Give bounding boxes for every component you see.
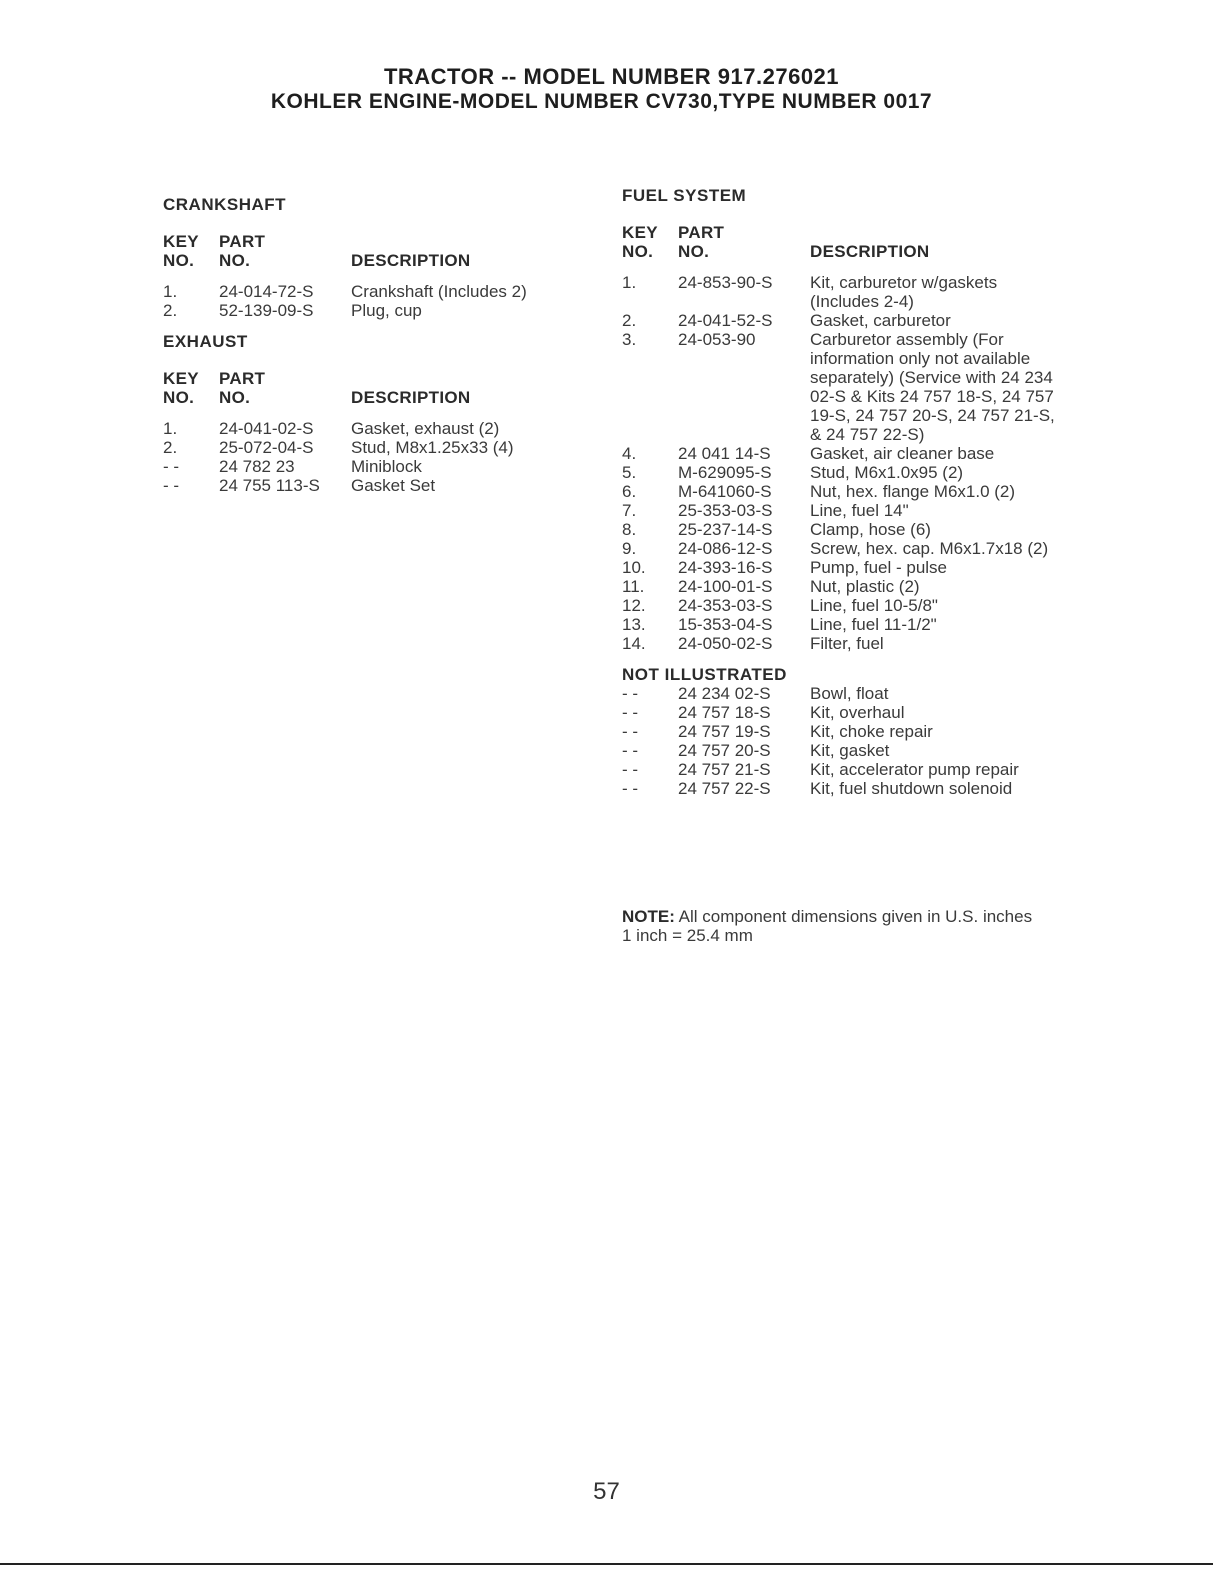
part-description: Miniblock: [351, 457, 422, 476]
key-label: KEY: [622, 223, 658, 242]
part-number: 24 757 21-S: [678, 760, 771, 779]
table-row: [622, 684, 1062, 703]
key-label: KEY: [163, 369, 199, 388]
table-row: [622, 444, 1062, 463]
key-label: KEY: [163, 232, 199, 251]
not-illustrated-section-title: NOT ILLUSTRATED: [622, 665, 787, 684]
part-description: Filter, fuel: [810, 634, 884, 653]
part-description: Kit, fuel shutdown solenoid: [810, 779, 1013, 798]
part-description: Crankshaft (Includes 2): [351, 282, 527, 301]
part-label: PART: [219, 369, 266, 388]
note-text: All component dimensions given in U.S. inches 1 inch = 25.4 mm: [622, 907, 1033, 945]
part-number: 15-353-04-S: [678, 615, 773, 634]
part-description: Plug, cup: [351, 301, 422, 320]
key-number: 8.: [622, 520, 637, 539]
part-description: Carburetor assembly (For information only not available separately) (Service with 24 234 02-S & Kits 24 757 18-S, 24 757 19-S, 24 757 20-S, 24 757 21-S, & 24 757 22-S): [810, 330, 1055, 444]
table-row: [622, 482, 1062, 501]
part-number: 24-041-52-S: [678, 311, 773, 330]
key-number: 1.: [622, 273, 637, 292]
table-row: [622, 722, 1062, 741]
key-number: 1.: [163, 419, 178, 438]
part-number: M-629095-S: [678, 463, 772, 482]
table-row: [163, 419, 583, 438]
exhaust-parts-list: [163, 419, 583, 495]
part-number: 25-353-03-S: [678, 501, 773, 520]
not-illustrated-parts-list: [622, 684, 1062, 798]
part-description: Gasket, air cleaner base: [810, 444, 995, 463]
key-number: 1.: [163, 282, 178, 301]
table-row: [622, 330, 1062, 444]
key-number: 11.: [622, 577, 645, 596]
key-number: 3.: [622, 330, 637, 349]
table-row: [622, 596, 1062, 615]
key-number: 9.: [622, 539, 637, 558]
no-label: NO.: [622, 242, 654, 261]
part-description: Kit, gasket: [810, 741, 890, 760]
part-description: Line, fuel 10-5/8": [810, 596, 938, 615]
no-label: NO.: [219, 388, 251, 407]
part-number: 24-041-02-S: [219, 419, 314, 438]
exhaust-section-title: EXHAUST: [163, 332, 248, 351]
table-row: [163, 457, 583, 476]
crankshaft-table-header: [163, 232, 583, 270]
part-number: 52-139-09-S: [219, 301, 314, 320]
no-label: NO.: [163, 388, 195, 407]
dimensions-note: [622, 907, 1042, 945]
part-number: M-641060-S: [678, 482, 772, 501]
part-number: 24 757 20-S: [678, 741, 771, 760]
part-number: 24-053-90: [678, 330, 756, 349]
table-row: [622, 463, 1062, 482]
key-number: - -: [163, 457, 180, 476]
part-number: 24 757 19-S: [678, 722, 771, 741]
table-row: [622, 634, 1062, 653]
key-number: - -: [163, 476, 180, 495]
table-row: [622, 520, 1062, 539]
table-row: [163, 282, 583, 301]
part-number: 24 755 113-S: [219, 476, 320, 495]
table-row: [163, 438, 583, 457]
left-column: [163, 195, 583, 495]
table-row: [622, 703, 1062, 722]
part-number: 24 782 23: [219, 457, 295, 476]
part-label: PART: [678, 223, 725, 242]
key-number: 7.: [622, 501, 637, 520]
no-label: NO.: [678, 242, 710, 261]
part-number: 24 041 14-S: [678, 444, 771, 463]
part-description: Gasket, carburetor: [810, 311, 951, 330]
table-row: [622, 779, 1062, 798]
part-description: Nut, plastic (2): [810, 577, 920, 596]
part-number: 25-237-14-S: [678, 520, 773, 539]
part-description: Stud, M6x1.0x95 (2): [810, 463, 964, 482]
table-row: [163, 301, 583, 320]
part-description: Screw, hex. cap. M6x1.7x18 (2): [810, 539, 1049, 558]
description-label: DESCRIPTION: [351, 388, 471, 407]
part-description: Kit, choke repair: [810, 722, 933, 741]
part-label: PART: [219, 232, 266, 251]
part-description: Line, fuel 14": [810, 501, 909, 520]
part-number: 24-086-12-S: [678, 539, 773, 558]
table-row: [622, 539, 1062, 558]
part-number: 24-393-16-S: [678, 558, 773, 577]
table-row: [622, 273, 1062, 311]
part-number: 24 757 22-S: [678, 779, 771, 798]
key-number: - -: [622, 703, 639, 722]
part-description: Gasket, exhaust (2): [351, 419, 500, 438]
key-number: 12.: [622, 596, 646, 615]
table-row: [622, 311, 1062, 330]
key-number: 2.: [163, 301, 178, 320]
table-row: [163, 476, 583, 495]
page-subtitle: KOHLER ENGINE-MODEL NUMBER CV730,TYPE NUMBER 0017: [270, 90, 933, 113]
fuel-system-parts-list: [622, 273, 1062, 653]
key-number: - -: [622, 760, 639, 779]
part-description: Kit, carburetor w/gaskets (Includes 2-4): [810, 273, 998, 311]
no-label: NO.: [219, 251, 251, 270]
key-number: 6.: [622, 482, 637, 501]
description-label: DESCRIPTION: [810, 242, 930, 261]
key-number: 10.: [622, 558, 646, 577]
part-description: Clamp, hose (6): [810, 520, 931, 539]
key-number: 4.: [622, 444, 637, 463]
part-description: Nut, hex. flange M6x1.0 (2): [810, 482, 1016, 501]
part-description: Pump, fuel - pulse: [810, 558, 948, 577]
table-row: [622, 615, 1062, 634]
part-number: 24-050-02-S: [678, 634, 773, 653]
no-label: NO.: [163, 251, 195, 270]
crankshaft-section-title: CRANKSHAFT: [163, 195, 287, 214]
part-description: Kit, accelerator pump repair: [810, 760, 1019, 779]
part-description: Bowl, float: [810, 684, 889, 703]
part-number: 25-072-04-S: [219, 438, 314, 457]
table-row: [622, 741, 1062, 760]
part-number: 24-353-03-S: [678, 596, 773, 615]
right-column: [622, 186, 1062, 798]
key-number: 13.: [622, 615, 646, 634]
table-row: [622, 558, 1062, 577]
key-number: 14.: [622, 634, 646, 653]
part-number: 24 234 02-S: [678, 684, 771, 703]
key-number: - -: [622, 741, 639, 760]
table-row: [622, 577, 1062, 596]
part-number: 24 757 18-S: [678, 703, 771, 722]
part-number: 24-014-72-S: [219, 282, 314, 301]
part-description: Stud, M8x1.25x33 (4): [351, 438, 514, 457]
part-description: Kit, overhaul: [810, 703, 905, 722]
part-number: 24-853-90-S: [678, 273, 773, 292]
table-row: [622, 501, 1062, 520]
key-number: - -: [622, 779, 639, 798]
fuel-system-table-header: [622, 223, 1062, 261]
part-number: 24-100-01-S: [678, 577, 773, 596]
key-number: 2.: [163, 438, 178, 457]
key-number: 5.: [622, 463, 637, 482]
key-number: 2.: [622, 311, 637, 330]
fuel-system-section-title: FUEL SYSTEM: [622, 186, 747, 205]
note-label: NOTE:: [622, 907, 675, 926]
table-row: [622, 760, 1062, 779]
crankshaft-parts-list: [163, 282, 583, 320]
key-number: - -: [622, 684, 639, 703]
key-number: - -: [622, 722, 639, 741]
bottom-rule: [0, 1563, 1213, 1565]
page-number: 57: [593, 1478, 620, 1505]
page-title: TRACTOR -- MODEL NUMBER 917.276021: [383, 64, 840, 89]
exhaust-table-header: [163, 369, 583, 407]
part-description: Line, fuel 11-1/2": [810, 615, 937, 634]
part-description: Gasket Set: [351, 476, 436, 495]
description-label: DESCRIPTION: [351, 251, 471, 270]
